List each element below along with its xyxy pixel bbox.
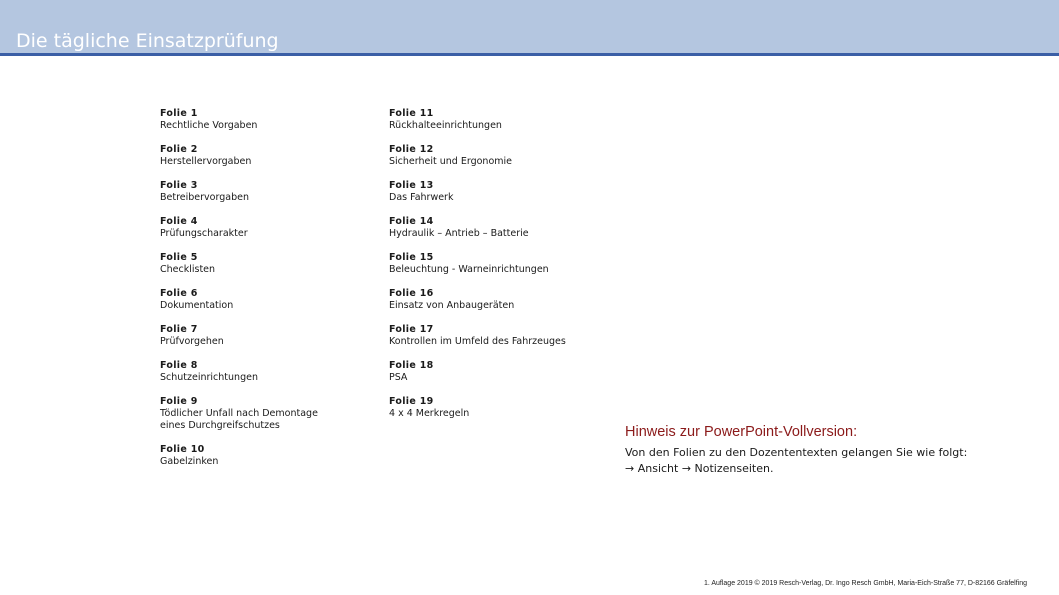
toc-item[interactable]	[389, 108, 609, 144]
toc-item[interactable]	[389, 324, 609, 360]
hinweis-heading: Hinweis zur PowerPoint-Vollversion:	[625, 424, 858, 440]
toc-item-title: Checklisten	[160, 264, 216, 275]
toc-item-title: Schutzeinrichtungen	[160, 372, 258, 383]
toc-item-number: Folie 4	[160, 216, 198, 227]
toc-item-number: Folie 2	[160, 144, 198, 155]
toc-item-number: Folie 15	[389, 252, 434, 263]
toc-item-number: Folie 16	[389, 288, 434, 299]
toc-item[interactable]	[160, 396, 360, 444]
toc-item-number: Folie 19	[389, 396, 434, 407]
toc-item-number: Folie 11	[389, 108, 434, 119]
toc-item[interactable]	[389, 252, 609, 288]
toc-item-title: Herstellervorgaben	[160, 156, 252, 167]
toc-item-title: Gabelzinken	[160, 456, 219, 467]
toc-item-number: Folie 1	[160, 108, 198, 119]
toc-item[interactable]	[389, 144, 609, 180]
toc-right-column	[389, 108, 609, 432]
copyright-footer: 1. Auflage 2019 © 2019 Resch-Verlag, Dr. Ingo Resch GmbH, Maria-Eich-Straße 77, D-82166 Gräfelfing	[703, 580, 1027, 587]
toc-item-number: Folie 10	[160, 444, 205, 455]
toc-item-title: PSA	[389, 372, 408, 383]
toc-item-number: Folie 5	[160, 252, 198, 263]
hinweis-note	[625, 445, 967, 477]
toc-left-column	[160, 108, 360, 480]
toc-item[interactable]	[160, 144, 360, 180]
toc-item-number: Folie 18	[389, 360, 434, 371]
slide-title: Die tägliche Einsatzprüfung	[16, 30, 279, 52]
toc-item-number: Folie 9	[160, 396, 198, 407]
toc-item-title: Beleuchtung - Warneinrichtungen	[389, 264, 549, 275]
toc-item[interactable]	[389, 360, 609, 396]
toc-item[interactable]	[160, 324, 360, 360]
toc-item-title: Rechtliche Vorgaben	[160, 120, 258, 131]
toc-item-title: Prüfungscharakter	[160, 228, 248, 239]
toc-item[interactable]	[160, 252, 360, 288]
toc-item[interactable]	[160, 288, 360, 324]
toc-item[interactable]	[389, 180, 609, 216]
toc-item-title: Prüfvorgehen	[160, 336, 224, 347]
toc-item[interactable]	[160, 180, 360, 216]
toc-item-title: Kontrollen im Umfeld des Fahrzeuges	[389, 336, 566, 347]
toc-item[interactable]	[160, 444, 360, 480]
toc-item[interactable]	[389, 288, 609, 324]
toc-item-number: Folie 7	[160, 324, 198, 335]
toc-item-number: Folie 3	[160, 180, 198, 191]
toc-item[interactable]	[160, 216, 360, 252]
toc-item[interactable]	[389, 396, 609, 432]
hinweis-line-1: Von den Folien zu den Dozententexten gelangen Sie wie folgt:	[625, 446, 968, 459]
hinweis-line-2: → Ansicht → Notizenseiten.	[625, 462, 774, 475]
toc-item-title: Hydraulik – Antrieb – Batterie	[389, 228, 529, 239]
toc-item-title: Rückhalteeinrichtungen	[389, 120, 502, 131]
toc-item-number: Folie 6	[160, 288, 198, 299]
toc-item-title: 4 x 4 Merkregeln	[389, 408, 470, 419]
toc-item-number: Folie 17	[389, 324, 434, 335]
toc-item-title: Betreibervorgaben	[160, 192, 249, 203]
toc-item-title: Tödlicher Unfall nach Demontage eines Durchgreifschutzes	[160, 408, 318, 431]
toc-item-title: Das Fahrwerk	[389, 192, 454, 203]
toc-item-title: Einsatz von Anbaugeräten	[389, 300, 515, 311]
toc-item-number: Folie 13	[389, 180, 434, 191]
toc-item[interactable]	[160, 108, 360, 144]
toc-item-title: Dokumentation	[160, 300, 234, 311]
toc-item[interactable]	[160, 360, 360, 396]
header-divider	[0, 53, 1059, 56]
toc-item-number: Folie 8	[160, 360, 198, 371]
toc-item-title: Sicherheit und Ergonomie	[389, 156, 512, 167]
toc-item-number: Folie 12	[389, 144, 434, 155]
toc-item[interactable]	[389, 216, 609, 252]
toc-item-number: Folie 14	[389, 216, 434, 227]
